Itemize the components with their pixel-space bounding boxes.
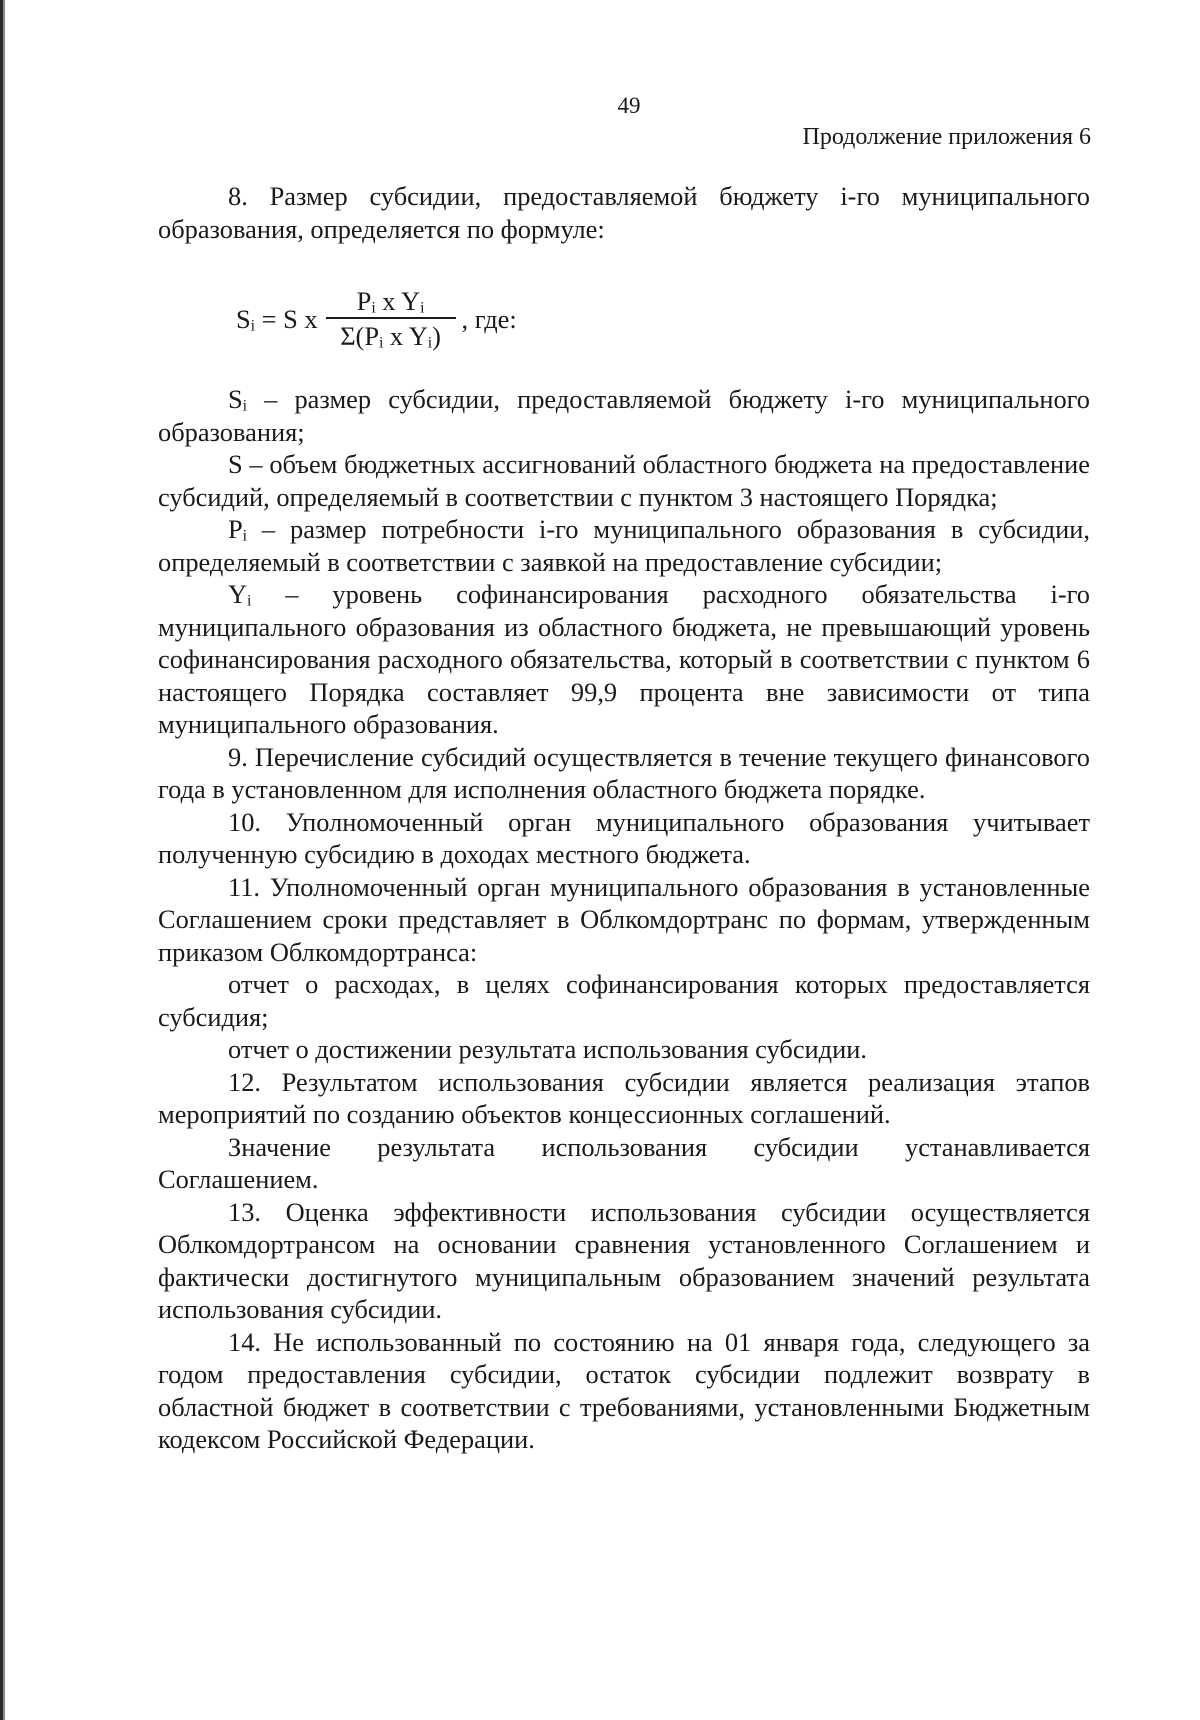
intro-block (158, 180, 1090, 245)
scan-edge-shadow (3, 0, 5, 1720)
body-text (158, 383, 1090, 1456)
paragraph-item-13: 13. Оценка эффективности использования субсидии осуществляется Облкомдортрансом на основании сравнения установленного Соглашением и фактически достигнутого муниципальным образованием значений результата использования субсидии. (158, 1196, 1090, 1324)
paragraph-pi-definition: Pᵢ – размер потребности i-го муниципального образования в субсидии, определяемый в соответствии с заявкой на предоставление субсидии; (158, 514, 1090, 577)
page-number: 49 (617, 93, 641, 118)
formula-lhs: Sᵢ = S x (236, 303, 318, 334)
intro-paragraph: 8. Размер субсидии, предоставляемой бюджету i-го муниципального образования, определяется по формуле: (158, 181, 1090, 244)
subsidy-formula (236, 286, 517, 352)
formula-fraction (326, 287, 456, 351)
paragraph-item-14: 14. Не использованный по состоянию на 01 января года, следующего за годом предоставления субсидии, остаток субсидии подлежит возврату в областной бюджет в соответствии с требованиями, установленными Бюджетным кодексом Российской Федерации. (158, 1326, 1090, 1454)
formula-tail: , где: (461, 303, 517, 334)
paragraph-report-expenses: отчет о расходах, в целях софинансирования которых предоставляется субсидия; (158, 969, 1090, 1032)
paragraph-s-definition: S – объем бюджетных ассигнований областного бюджета на предоставление субсидий, определяемый в соответствии с пунктом 3 настоящего Порядка; (158, 449, 1090, 512)
paragraph-item-9: 9. Перечисление субсидий осуществляется в течение текущего финансового года в установленном для исполнения областного бюджета порядке. (158, 741, 1090, 804)
paragraph-result-value: Значение результата использования субсидии устанавливается Соглашением. (158, 1131, 1090, 1194)
paragraph-item-10: 10. Уполномоченный орган муниципального образования учитывает полученную субсидию в доходах местного бюджета. (158, 806, 1090, 869)
paragraph-item-12: 12. Результатом использования субсидии является реализация этапов мероприятий по созданию объектов концессионных соглашений. (158, 1066, 1090, 1129)
appendix-note: Продолжение приложения 6 (802, 124, 1091, 150)
paragraph-report-result: отчет о достижении результата использования субсидии. (228, 1034, 867, 1064)
formula-numerator: Pᵢ x Yᵢ (356, 286, 425, 317)
paragraph-si-definition: Sᵢ – размер субсидии, предоставляемой бюджету i-го муниципального образования; (158, 384, 1090, 447)
formula-denominator: Σ(Pᵢ x Yᵢ) (340, 320, 441, 351)
paragraph-yi-definition: Yᵢ – уровень софинансирования расходного обязательства i-го муниципального образования из областного бюджета, не превышающий уровень софинансирования расходного обязательства, который в соответствии с пунктом 6 настоящего Порядка составляет 99,9 процента вне зависимости от типа муниципального образования. (158, 579, 1090, 739)
paragraph-item-11: 11. Уполномоченный орган муниципального образования в установленные Соглашением сроки представляет в Облкомдортранс по формам, утвержденным приказом Облкомдортранса: (158, 871, 1090, 967)
